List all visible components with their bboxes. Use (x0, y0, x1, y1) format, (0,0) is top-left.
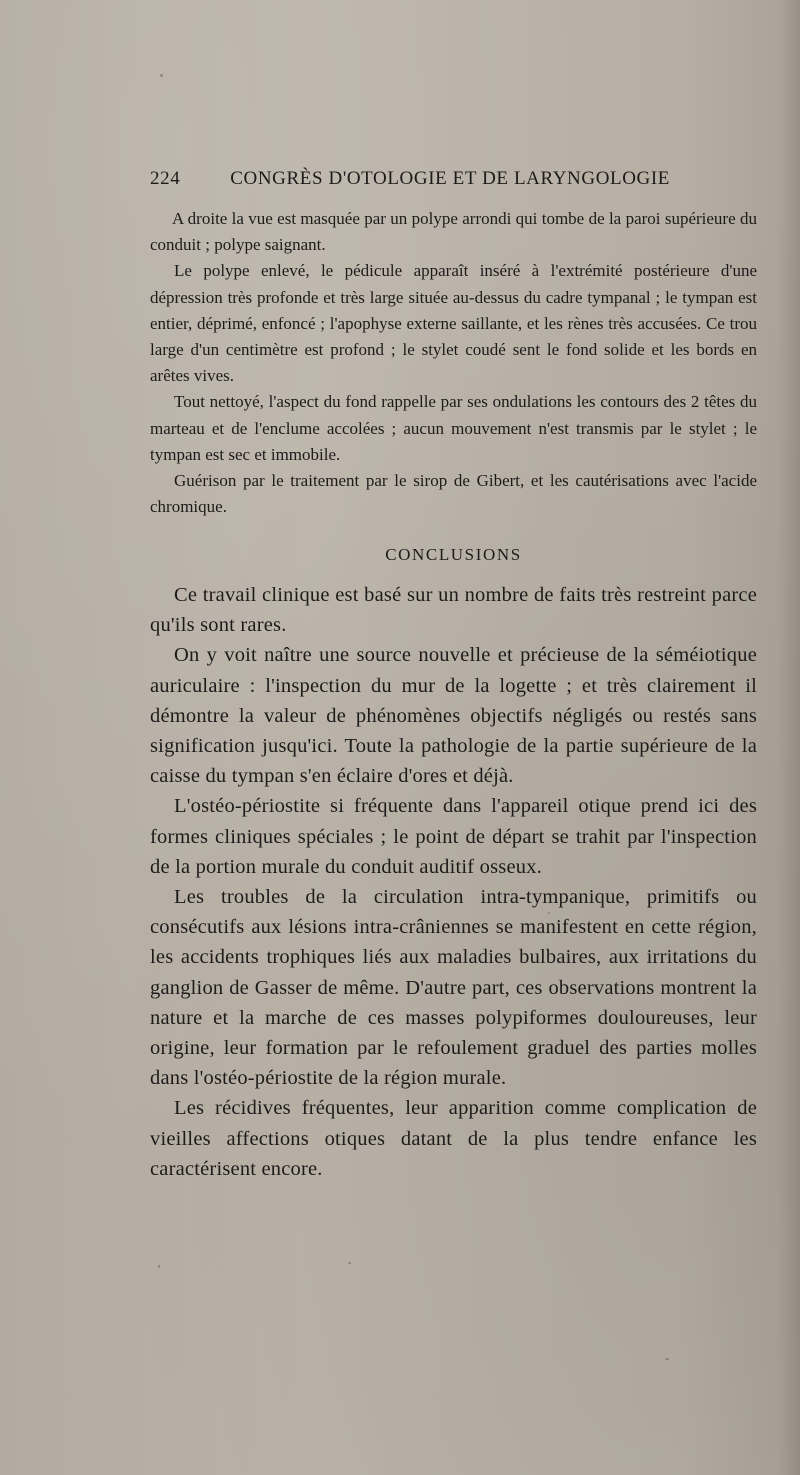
conclusion-paragraph: Les récidives fréquentes, leur apparition comme complication de vieilles affections otiques datant de la plus tendre enfance les caractérisent encore. (150, 1097, 757, 1180)
paper-speck (348, 1262, 351, 1264)
page-number: 224 (150, 168, 181, 189)
paper-speck (160, 74, 163, 77)
conclusion-paragraph: Les troubles de la circulation intra-tympanique, primitifs ou consécutifs aux lésions intra-crâniennes se manifestent en cette région, les accidents trophiques liés aux maladies bulbaires, aux irritations du ganglion de Gasser de même. D'autre part, ces observations montrent la nature et la marche de ces masses polypiformes douloureuses, leur origine, leur formation par le refoulement graduel des parties molles dans l'ostéo-périostite de la région murale. (150, 886, 757, 1090)
conclusions-heading: CONCLUSIONS (385, 545, 522, 564)
paper-speck (665, 1358, 669, 1360)
conclusion-paragraph: L'ostéo-périostite si fréquente dans l'appareil otique prend ici des formes cliniques spéciales ; le point de départ se trahit par l'inspection de la portion murale du conduit auditif osseux. (150, 795, 757, 878)
conclusion-paragraph: Ce travail clinique est basé sur un nombre de faits très restreint parce qu'ils sont rares. (150, 584, 757, 637)
paper-speck (158, 1265, 160, 1268)
running-title: CONGRÈS D'OTOLOGIE ET DE LARYNGOLOGIE (230, 168, 670, 189)
case-report-text (150, 206, 757, 520)
case-paragraph: Le polype enlevé, le pédicule apparaît inséré à l'extrémité postérieure d'une dépression très profonde et très large située au-dessus du cadre tympanal ; le tympan est entier, déprimé, enfoncé ; l'apophyse externe saillante, et les rènes très accusées. Ce trou large d'un centimètre est profond ; le stylet coudé sent le fond solide et les bords en arêtes vives. (150, 261, 757, 386)
case-paragraph: Guérison par le traitement par le sirop de Gibert, et les cautérisations avec l'acide chromique. (150, 471, 757, 517)
running-header (150, 168, 670, 200)
conclusions-text (150, 580, 757, 1184)
paper-speck (548, 912, 550, 914)
page-edge-shadow (778, 0, 800, 1475)
case-paragraph: Tout nettoyé, l'aspect du fond rappelle par ses ondulations les contours des 2 têtes du marteau et de l'enclume accolées ; aucun mouvement n'est transmis par le stylet ; le tympan est sec et immobile. (150, 392, 757, 464)
conclusion-paragraph: On y voit naître une source nouvelle et précieuse de la séméiotique auriculaire : l'inspection du mur de la logette ; et très clairement il démontre la valeur de phénomènes objectifs négligés ou restés sans signification jusqu'ici. Toute la pathologie de la partie supérieure de la caisse du tympan s'en éclaire d'ores et déjà. (150, 644, 757, 788)
case-paragraph: A droite la vue est masquée par un polype arrondi qui tombe de la paroi supérieure du conduit ; polype saignant. (150, 209, 757, 255)
